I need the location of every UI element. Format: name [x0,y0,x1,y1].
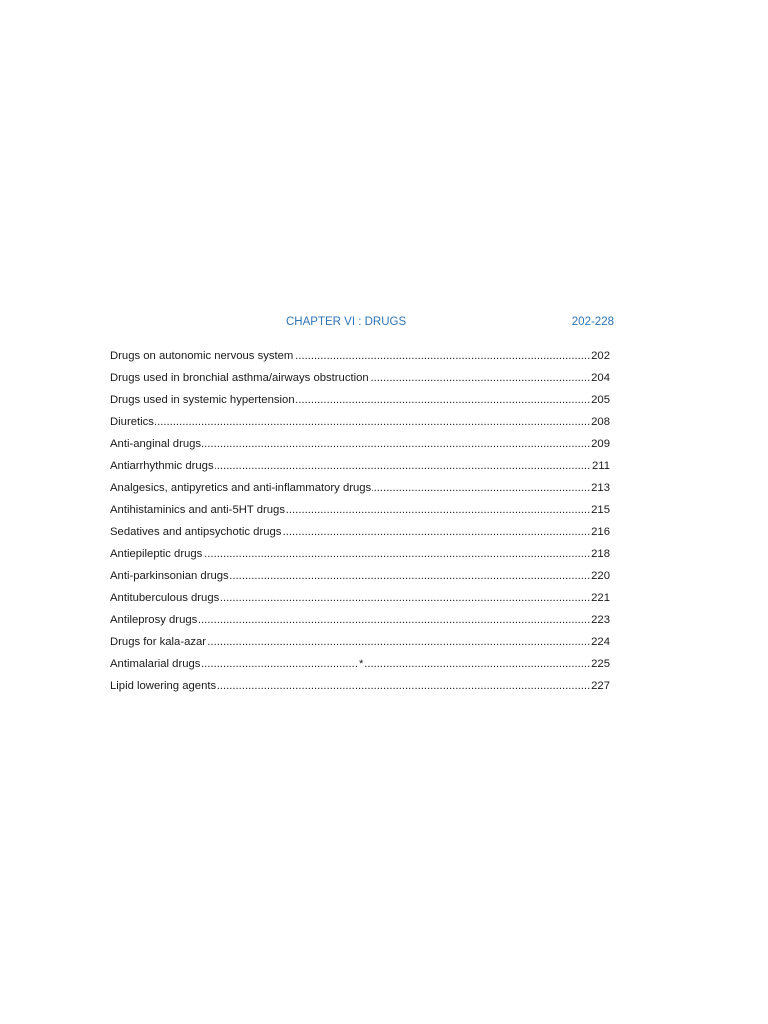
toc-entry-page: 213 [591,482,610,494]
toc-entry-label: ..... Antiarrhythmic drugs [110,460,214,472]
chapter-page-range: 202-228 [571,316,614,328]
toc-entry-page: 202 [591,350,610,362]
toc-entry-page: 211 [591,460,610,472]
toc-entry-diuretics [110,414,610,436]
toc-entry-label: ..... Antileprosy drugs [110,614,198,626]
toc-entry-label: ..... Antihistaminics and anti-5HT drugs [110,504,285,516]
toc-entry-antiepileptic [110,546,610,568]
toc-entry-label: ..... Sedatives and antipsychotic drugs [110,526,282,538]
toc-entry-page: 218 [591,548,610,560]
toc-entry-anti-parkinsonian [110,568,610,590]
table-of-contents [110,348,610,700]
toc-entry-label: ..... Analgesics, antipyretics and anti-inflammatory drugs [110,482,372,494]
toc-entry-label: ..... Drugs used in bronchial asthma/airways obstruction [110,372,369,384]
toc-entry-page: 205 [591,394,610,406]
toc-entry-antileprosy [110,612,610,634]
toc-entry-antimalarial [110,656,610,678]
toc-entry-label: ..... Lipid lowering agents [110,680,217,692]
toc-entry-page: 221 [591,592,610,604]
toc-entry-label: ..... Anti-anginal drugs [110,438,202,450]
toc-entry-page: 225 [591,658,610,670]
toc-entry-page: 227 [591,680,610,692]
toc-entry-analgesics [110,480,610,502]
toc-entry-antiarrhythmic [110,458,610,480]
asterisk-mark: * [359,658,364,670]
toc-entry-autonomic [110,348,610,370]
toc-entry-label: ..... Diuretics [110,416,154,428]
toc-entry-antihistaminics [110,502,610,524]
toc-entry-hypertension [110,392,610,414]
toc-entry-page: 220 [591,570,610,582]
toc-entry-label: ..... Antiepileptic drugs [110,548,203,560]
toc-entry-page: 223 [591,614,610,626]
toc-entry-label: ..... Drugs on autonomic nervous system [110,350,294,362]
chapter-title: CHAPTER VI : DRUGS [286,316,407,328]
toc-entry-page: 209 [591,438,610,450]
toc-entry-label: ..... Antituberculous drugs [110,592,220,604]
toc-entry-page: 208 [591,416,610,428]
toc-entry-label: ..... Antimalarial drugs [110,658,201,670]
toc-entry-label: ..... Drugs for kala-azar [110,636,207,648]
toc-entry-asthma [110,370,610,392]
toc-entry-page: 224 [591,636,610,648]
toc-entry-page: 216 [591,526,610,538]
toc-entry-page: 204 [591,372,610,384]
toc-entry-label: ..... Drugs used in systemic hypertension [110,394,295,406]
toc-entry-label: ..... Anti-parkinsonian drugs [110,570,229,582]
toc-entry-antituberculous [110,590,610,612]
toc-entry-kala-azar [110,634,610,656]
toc-entry-anti-anginal [110,436,610,458]
chapter-heading [286,316,614,332]
toc-entry-page: 215 [591,504,610,516]
toc-entry-lipid-lowering [110,678,610,700]
toc-entry-sedatives [110,524,610,546]
